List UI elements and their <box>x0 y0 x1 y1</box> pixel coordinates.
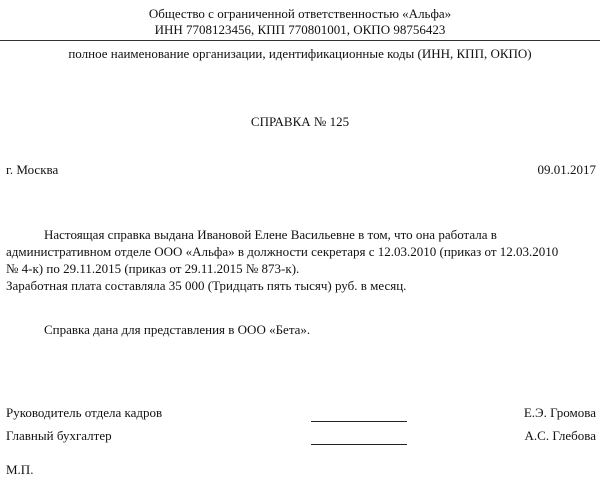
signature-role-accountant: Главный бухгалтер <box>6 428 112 443</box>
org-name: Общество с ограниченной ответственностью «Альфа» <box>148 6 452 21</box>
stamp-place: М.П. <box>6 462 34 477</box>
signature-line-accountant <box>311 444 407 445</box>
paragraph-line-3: № 4-к) по 29.11.2015 (приказ от 29.11.2015 № 873-к). <box>6 261 300 276</box>
signature-role-hr: Руководитель отдела кадров <box>6 405 163 420</box>
document-city: г. Москва <box>6 162 59 177</box>
document-date: 09.01.2017 <box>537 162 596 177</box>
signature-line-hr <box>311 421 407 422</box>
purpose-line: Справка дана для представления в ООО «Бета». <box>44 322 311 337</box>
paragraph-line-1: Настоящая справка выдана Ивановой Елене Васильевне в том, что она работала в <box>44 227 497 242</box>
org-codes: ИНН 7708123456, КПП 770801001, ОКПО 98756423 <box>154 22 446 37</box>
header-caption: полное наименование организации, идентификационные коды (ИНН, КПП, ОКПО) <box>68 46 532 61</box>
header-divider <box>0 40 600 41</box>
signature-name-accountant: А.С. Глебова <box>524 428 596 443</box>
document-title: СПРАВКА № 125 <box>250 114 350 129</box>
salary-line: Заработная плата составляла 35 000 (Тридцать пять тысяч) руб. в месяц. <box>6 278 407 293</box>
paragraph-line-2: административном отделе ООО «Альфа» в должности секретаря с 12.03.2010 (приказ от 12.03.2010 <box>6 244 559 259</box>
certificate-body <box>6 226 596 294</box>
signature-name-hr: Е.Э. Громова <box>523 405 596 420</box>
